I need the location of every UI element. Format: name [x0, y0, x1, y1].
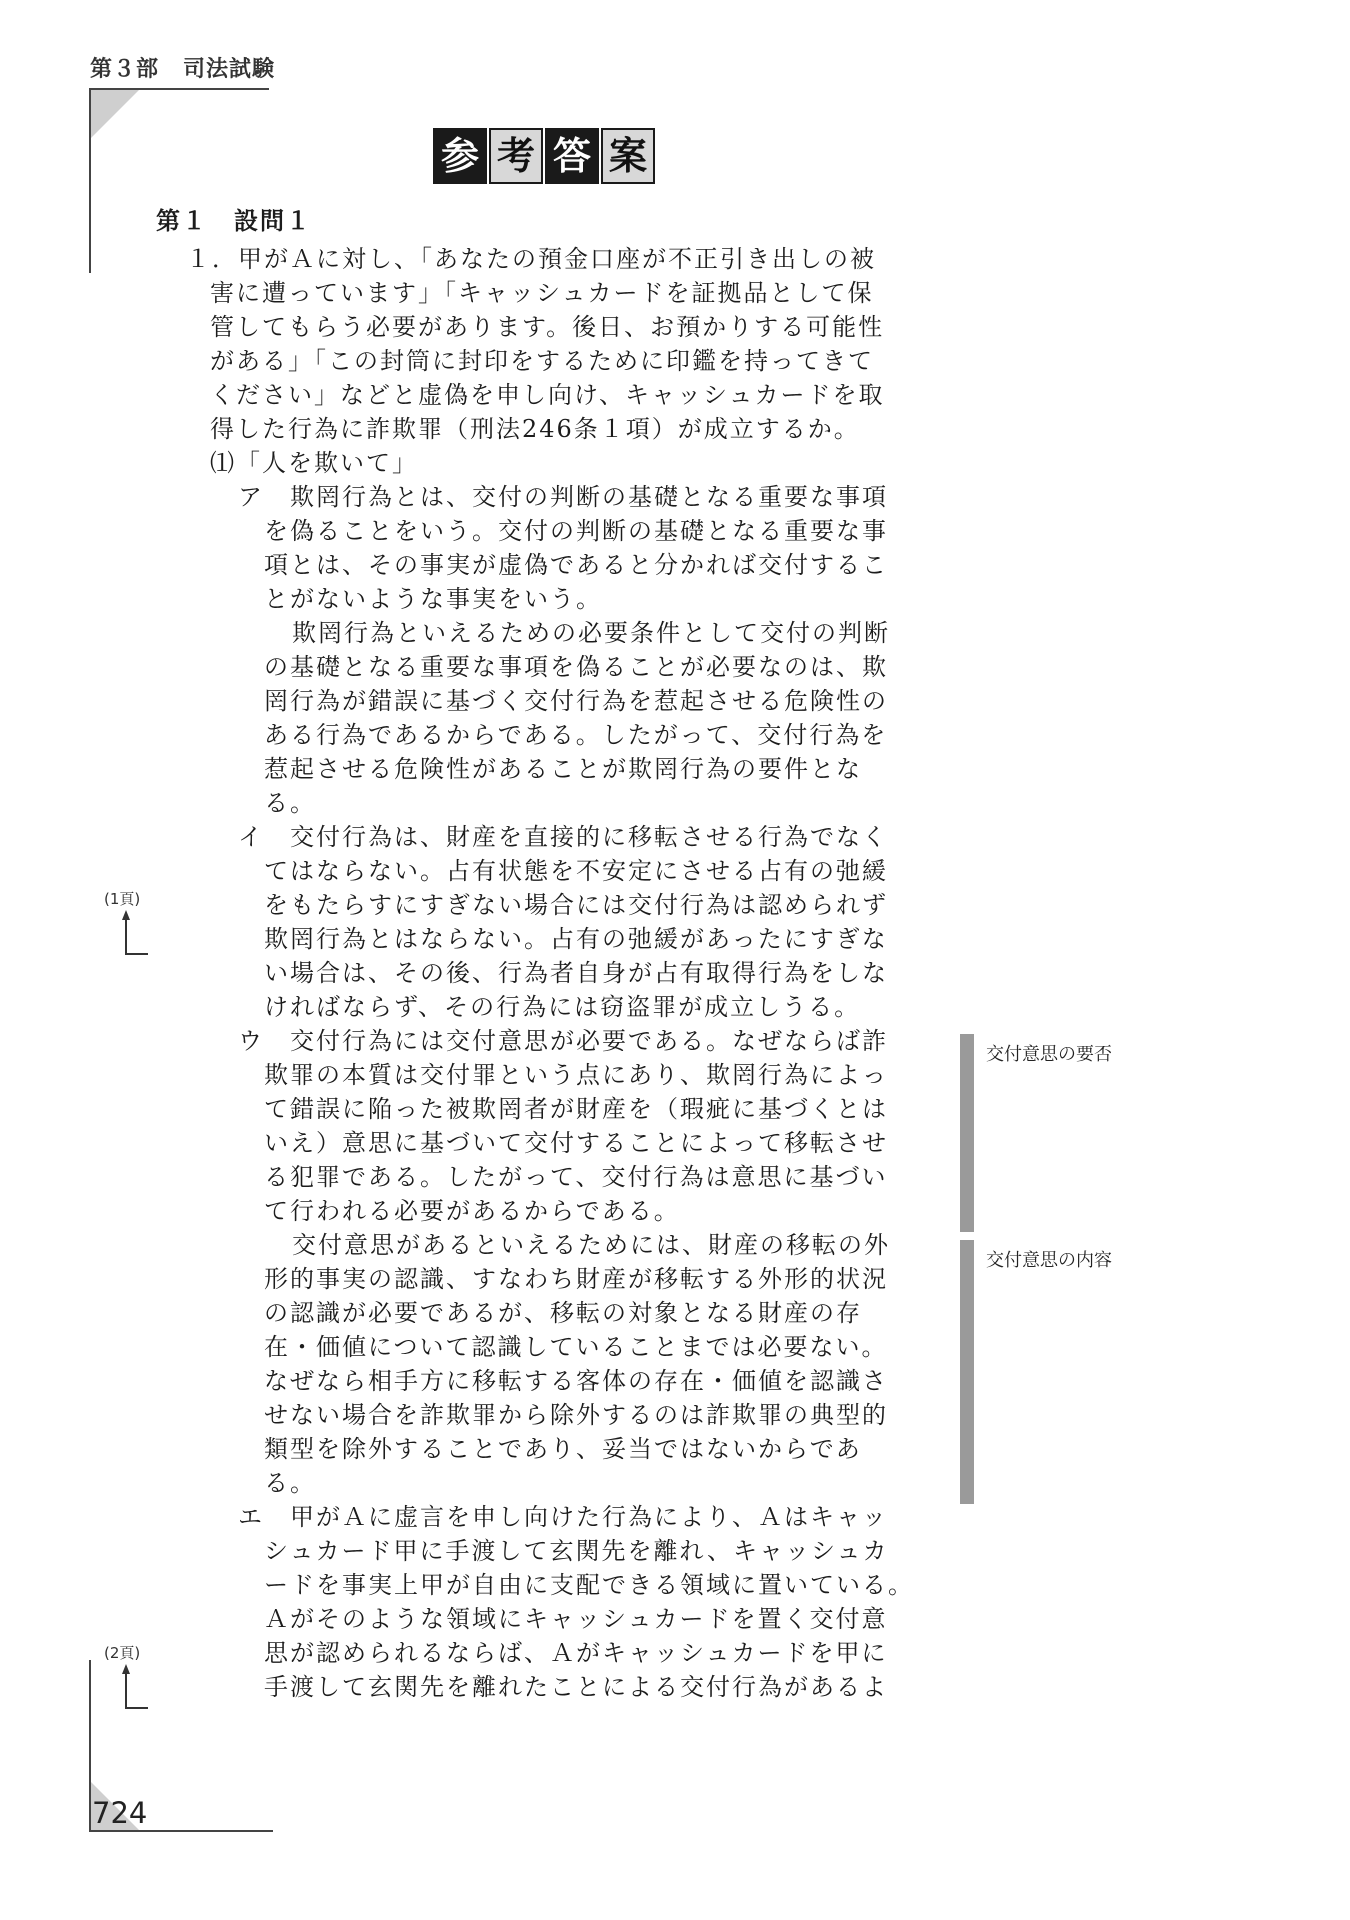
text-line: ければならず、その行為には窃盗罪が成立しうる。 [264, 993, 861, 1021]
text-line: 管してもらう必要があります。後日、お預かりする可能性 [210, 313, 885, 341]
text-line: る。 [264, 1469, 316, 1497]
text-line: い場合は、その後、行為者自身が占有取得行為をしな [264, 959, 888, 987]
text-line: １．甲がＡに対し、「あなたの預金口座が不正引き出しの被 [186, 245, 876, 273]
text-line: 害に遭っています」「キャッシュカードを証拠品として保 [210, 279, 874, 307]
header-part: 第３部 [90, 57, 160, 82]
side-note-bar [960, 1034, 974, 1232]
page-number: 724 [92, 1796, 148, 1830]
text-line: ある行為であるからである。したがって、交付行為を [264, 721, 888, 749]
section-title [432, 128, 656, 184]
text-line: をもたらすにすぎない場合には交付行為は認められず [264, 891, 888, 919]
heading-question: 第１ 設問１ [156, 206, 312, 235]
text-line: 項とは、その事実が虚偽であると分かれば交付するこ [264, 551, 888, 579]
text-line: を偽ることをいう。交付の判断の基礎となる重要な事 [264, 517, 888, 545]
frame-bottom-rule [89, 1830, 273, 1832]
side-note-content: 交付意思の内容 [986, 1250, 1112, 1271]
side-note-necessity: 交付意思の要否 [986, 1044, 1112, 1065]
text-line: とがないような事実をいう。 [264, 585, 602, 613]
text-line: 在・価値について認識していることまでは必要ない。 [264, 1333, 888, 1361]
page-marker-arrow-icon [118, 1660, 152, 1712]
subheading: ⑴「人を欺いて」 [210, 449, 418, 477]
text-line: イ 交付行為は、財産を直接的に移転させる行為でなく [238, 823, 888, 851]
text-line: 交付意思があるといえるためには、財産の移転の外 [292, 1231, 890, 1259]
text-line: 得した行為に詐欺罪（刑法246条１項）が成立するか。 [210, 415, 860, 443]
title-char: 参 [433, 128, 487, 184]
title-char: 考 [489, 128, 543, 184]
running-header [90, 52, 275, 83]
page-marker-2: (2頁) [104, 1644, 141, 1662]
text-line: る犯罪である。したがって、交付行為は意思に基づい [264, 1163, 888, 1191]
title-char: 答 [545, 128, 599, 184]
text-line: て行われる必要があるからである。 [264, 1197, 680, 1225]
text-line: Ａがそのような領域にキャッシュカードを置く交付意 [264, 1605, 888, 1633]
title-char: 案 [601, 128, 655, 184]
text-line: シュカード甲に手渡して玄関先を離れ、キャッシュカ [264, 1537, 889, 1565]
text-line: る。 [264, 789, 316, 817]
text-line: いえ）意思に基づいて交付することによって移転させ [264, 1129, 888, 1157]
text-line: 欺罔行為といえるための必要条件として交付の判断 [292, 619, 890, 647]
text-line: 欺罪の本質は交付罪という点にあり、欺罔行為によっ [264, 1061, 888, 1089]
text-line: 形的事実の認識、すなわち財産が移転する外形的状況 [264, 1265, 888, 1293]
text-line: て錯誤に陥った被欺罔者が財産を（瑕疵に基づくとは [264, 1095, 888, 1123]
page-marker-arrow-icon [118, 906, 152, 958]
text-line: 欺罔行為とはならない。占有の弛緩があったにすぎな [264, 925, 888, 953]
text-line: せない場合を詐欺罪から除外するのは詐欺罪の典型的 [264, 1401, 888, 1429]
text-line: ください」などと虚偽を申し向け、キャッシュカードを取 [210, 381, 885, 409]
side-note-bar [960, 1240, 974, 1504]
text-line: 類型を除外することであり、妥当ではないからであ [264, 1435, 862, 1463]
text-line: なぜなら相手方に移転する客体の存在・価値を認識さ [264, 1367, 888, 1395]
header-section: 司法試験 [183, 57, 276, 82]
text-line: エ 甲がＡに虚言を申し向けた行為により、Ａはキャッ [238, 1503, 888, 1531]
text-line: ウ 交付行為には交付意思が必要である。なぜならば詐 [238, 1027, 888, 1055]
text-line: の基礎となる重要な事項を偽ることが必要なのは、欺 [264, 653, 888, 681]
text-line: てはならない。占有状態を不安定にさせる占有の弛緩 [264, 857, 888, 885]
text-line: ア 欺罔行為とは、交付の判断の基礎となる重要な事項 [238, 483, 888, 511]
text-line: 惹起させる危険性があることが欺罔行為の要件とな [264, 755, 862, 783]
page-marker-1: (1頁) [104, 890, 141, 908]
text-line: の認識が必要であるが、移転の対象となる財産の存 [264, 1299, 862, 1327]
text-line: がある」「この封筒に封印をするために印鑑を持ってきて [210, 347, 874, 375]
text-line: 罔行為が錯誤に基づく交付行為を惹起させる危険性の [264, 687, 888, 715]
text-line: 手渡して玄関先を離れたことによる交付行為があるよ [264, 1673, 888, 1701]
text-line: ードを事実上甲が自由に支配できる領域に置いている。 [264, 1571, 914, 1599]
text-line: 思が認められるならば、Ａがキャッシュカードを甲に [264, 1639, 888, 1667]
corner-triangle-top [91, 90, 139, 138]
